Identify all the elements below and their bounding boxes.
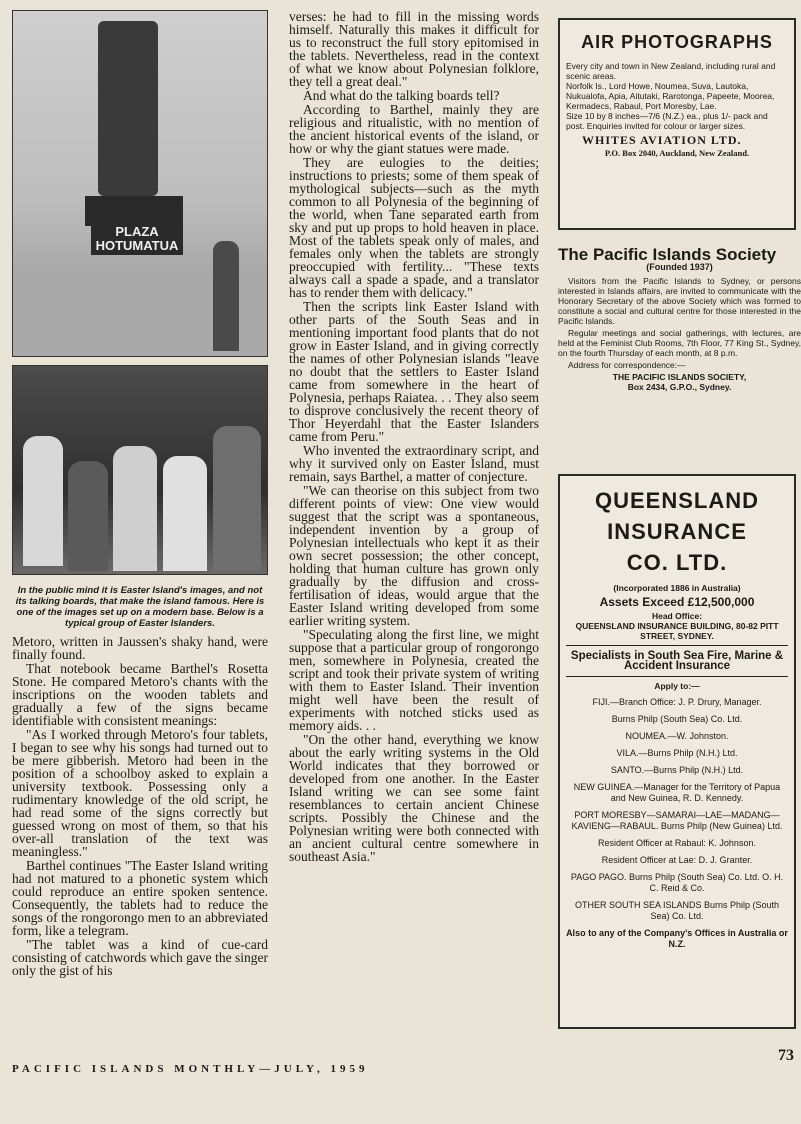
divider	[566, 645, 788, 646]
photo-caption: In the public mind it is Easter Island's images, and not its talking boards, that make the island famous. Here is one of the images set up on a modern base. Below is a typical group of Easter Islanders.	[15, 585, 265, 629]
pacific-islands-society-notice	[558, 245, 801, 392]
agent-line: SANTO.—Burns Philp (N.H.) Ltd.	[610, 765, 744, 775]
agent-line: PAGO PAGO. Burns Philp (South Sea) Co. Ltd. O. H. C. Reid & Co.	[570, 872, 784, 893]
middle-column	[289, 10, 539, 864]
ad-title: INSURANCE	[607, 519, 747, 544]
ad-line: Size 10 by 8 inches—7/6 (N.Z.) ea., plus 1/- pack and post. Enquiries invited for colour or larger sizes.	[566, 111, 768, 131]
apply-to: Apply to:—	[654, 681, 700, 691]
paragraph: Then the scripts link Easter Island with other parts of the South Seas and in mentioning important food plants that do not grow in Easter Island, and in giving correctly the names of other Polynesian islands "leave no doubt that the settlers to Easter Island came from somewhere in the heart of Polynesia, perhaps Raiatea. . . They also seem to disprove conclusively the recent theory of Thor Heyerdahl that the Easter Islanders came from Peru."	[289, 299, 539, 444]
paragraph: "As I worked through Metoro's four tablets, I began to see why his songs had turned out to be mere gibberish. Metoro had been in the position of a schoolboy asked to explain a university textbook. Possessing only a rudimentary knowledge of the old script, he had read some of the signs correctly but guessed wrong on most of them, so that his over-all translation of the text was meaningless."	[12, 727, 268, 859]
specialists: Specialists in South Sea Fire, Marine & Accident Insurance	[570, 650, 784, 672]
paragraph: Barthel continues "The Easter Island writing had not matured to a phonetic system which could reproduce an entire spoken sentence. Consequently, the tablets had to reduce the songs of the rongorongo men to an abbreviated form, like a telegram.	[12, 858, 268, 938]
left-column	[12, 10, 268, 978]
agent-line: NOUMEA.—W. Johnston.	[625, 731, 729, 741]
ad-title: CO. LTD.	[626, 550, 728, 575]
person	[68, 461, 108, 571]
moai-statue	[98, 21, 158, 196]
person	[213, 426, 261, 571]
assets: Assets Exceed £12,500,000	[599, 595, 755, 609]
head-office: QUEENSLAND INSURANCE BUILDING, 80-82 PITT STREET, SYDNEY.	[575, 621, 779, 641]
agent-line: OTHER SOUTH SEA ISLANDS Burns Philp (South Sea) Co. Ltd.	[574, 900, 780, 921]
agent-line: VILA.—Burns Philp (N.H.) Ltd.	[616, 748, 738, 758]
agent-line: Resident Officer at Rabaul: K. Johnson.	[598, 838, 756, 848]
plaza-sign: PLAZA HOTUMATUA	[91, 223, 183, 255]
paragraph: "Speculating along the first line, we might suppose that a particular group of rongorongo men, somewhere in Polynesia, created the script and took their private system of writing with them to Easter Island. Their invention might well have been the result of experiments with notched sticks used as memory aids. . .	[289, 627, 539, 733]
paragraph: Metoro, written in Jaussen's shaky hand, were finally found.	[12, 634, 268, 662]
paragraph: verses: he had to fill in the missing words himself. Naturally this makes it difficult for us to reconstruct the full story epitomised in the tablets. Nevertheless, read in the context of what we know about Polynesian folklore, they tell a great deal."	[289, 9, 539, 89]
agent-line: NEW GUINEA.—Manager for the Territory of Papua and New Guinea, R. D. Kennedy.	[573, 782, 781, 803]
paragraph: They are eulogies to the deities; instructions to priests; some of them speak of mythological subjects—such as the myth common to all Polynesia of the beginning of the world, when Tane separated earth from sky and put up props to hold heaven in place. Most of the tablets speak only of males, and females only when the tablets are strongly preoccupied with fertility... "These texts always call a spade a spade, and a translator has to render them with delicacy."	[289, 155, 539, 300]
paragraph: That notebook became Barthel's Rosetta Stone. He compared Metoro's chants with the inscriptions on the wooden tablets and gradually a few of the signs became identifiable with consistent meanings:	[12, 661, 268, 728]
agent-line: FIJI.—Branch Office: J. P. Drury, Manager.	[592, 697, 762, 707]
person	[113, 446, 157, 571]
ad-line: Every city and town in New Zealand, including rural and scenic areas.	[566, 61, 776, 81]
paragraph: And what do the talking boards tell?	[303, 88, 500, 103]
paragraph: "The tablet was a kind of cue-card consisting of catchwords which gave the singer only the gist of his	[12, 937, 268, 978]
air-photographs-ad	[558, 18, 796, 230]
queensland-insurance-ad	[558, 474, 796, 1029]
paragraph: Who invented the extraordinary script, and why it survived only on Easter Island, must remain, says Barthel, a matter of conjecture.	[289, 443, 539, 484]
standing-figure	[213, 241, 239, 351]
agent-line: PORT MORESBY—SAMARAI—LAE—MADANG—KAVIENG—RABAUL. Burns Philp (New Guinea) Ltd.	[571, 810, 783, 831]
paragraph: "We can theorise on this subject from two different points of view: One view would suggest that the script was a spontaneous, independent invention by a group of Polynesian intellectuals who kept it as their own secret possession; the other concept, holding that human culture has grown only gradually by the diffusion and cross-fertilisation of ideas, would argue that the Easter Island writing developed from some earlier writing system.	[289, 483, 539, 628]
islanders-photo	[12, 365, 268, 575]
ad-line: Norfolk Is., Lord Howe, Noumea, Suva, Lautoka, Nukualofa, Apia, Aitutaki, Rarotonga, Papeete, Moorea, Kermadecs, Rabaul, Port Moresby, Lae.	[566, 81, 775, 111]
head-office-label: Head Office:	[651, 611, 703, 621]
incorporated: (Incorporated 1886 in Australia)	[613, 583, 741, 593]
society-founded: (Founded 1937)	[646, 262, 713, 272]
person	[163, 456, 207, 571]
society-address: THE PACIFIC ISLANDS SOCIETY,	[612, 372, 747, 382]
society-paragraph: Address for correspondence:—	[568, 360, 686, 370]
ad-address: P.O. Box 2040, Auckland, New Zealand.	[604, 148, 750, 158]
society-paragraph: Regular meetings and social gatherings, with lectures, are held at the Feminist Club Rooms, 7th Floor, 77 King St., Sydney, on the fourth Thursday of each month, at 8 p.m.	[558, 328, 801, 358]
statue-photo	[12, 10, 268, 357]
ad-title: QUEENSLAND	[594, 488, 759, 513]
paragraph: "On the other hand, everything we know about the early writing systems in the Old World indicates that they borrowed or developed from one another. In the Easter Island writing we can see some faint resemblances to certain ancient Chinese scripts. Possibly the Chinese and the Polynesian writing were both connected with an ancient cultural centre somewhere in southeast Asia."	[289, 732, 539, 864]
page-number: 73	[778, 1047, 794, 1064]
society-title: The Pacific Islands Society	[558, 245, 777, 264]
society-address: Box 2434, G.P.O., Sydney.	[627, 382, 732, 392]
agent-line: Also to any of the Company's Offices in Australia or N.Z.	[566, 928, 788, 949]
page-footer: PACIFIC ISLANDS MONTHLY—JULY, 1959	[12, 1063, 369, 1075]
agent-line: Burns Philp (South Sea) Co. Ltd.	[611, 714, 743, 724]
paragraph: According to Barthel, mainly they are religious and ritualistic, with no mention of the ancient historical events of the island, or how or why the giant statues were made.	[289, 102, 539, 156]
ad-company: WHITES AVIATION LTD.	[582, 133, 742, 147]
divider	[566, 676, 788, 677]
person	[23, 436, 63, 566]
left-body-text	[12, 635, 268, 977]
agent-line: Resident Officer at Lae: D. J. Granter.	[601, 855, 753, 865]
statue-base	[85, 196, 183, 226]
society-paragraph: Visitors from the Pacific Islands to Sydney, or persons interested in Islands affairs, are invited to communicate with the Honorary Secretary of the above Society which was formed to constitute a social and cultural centre for those interested in the Pacific Islands.	[558, 276, 801, 326]
ad-title: AIR PHOTOGRAPHS	[581, 32, 773, 52]
